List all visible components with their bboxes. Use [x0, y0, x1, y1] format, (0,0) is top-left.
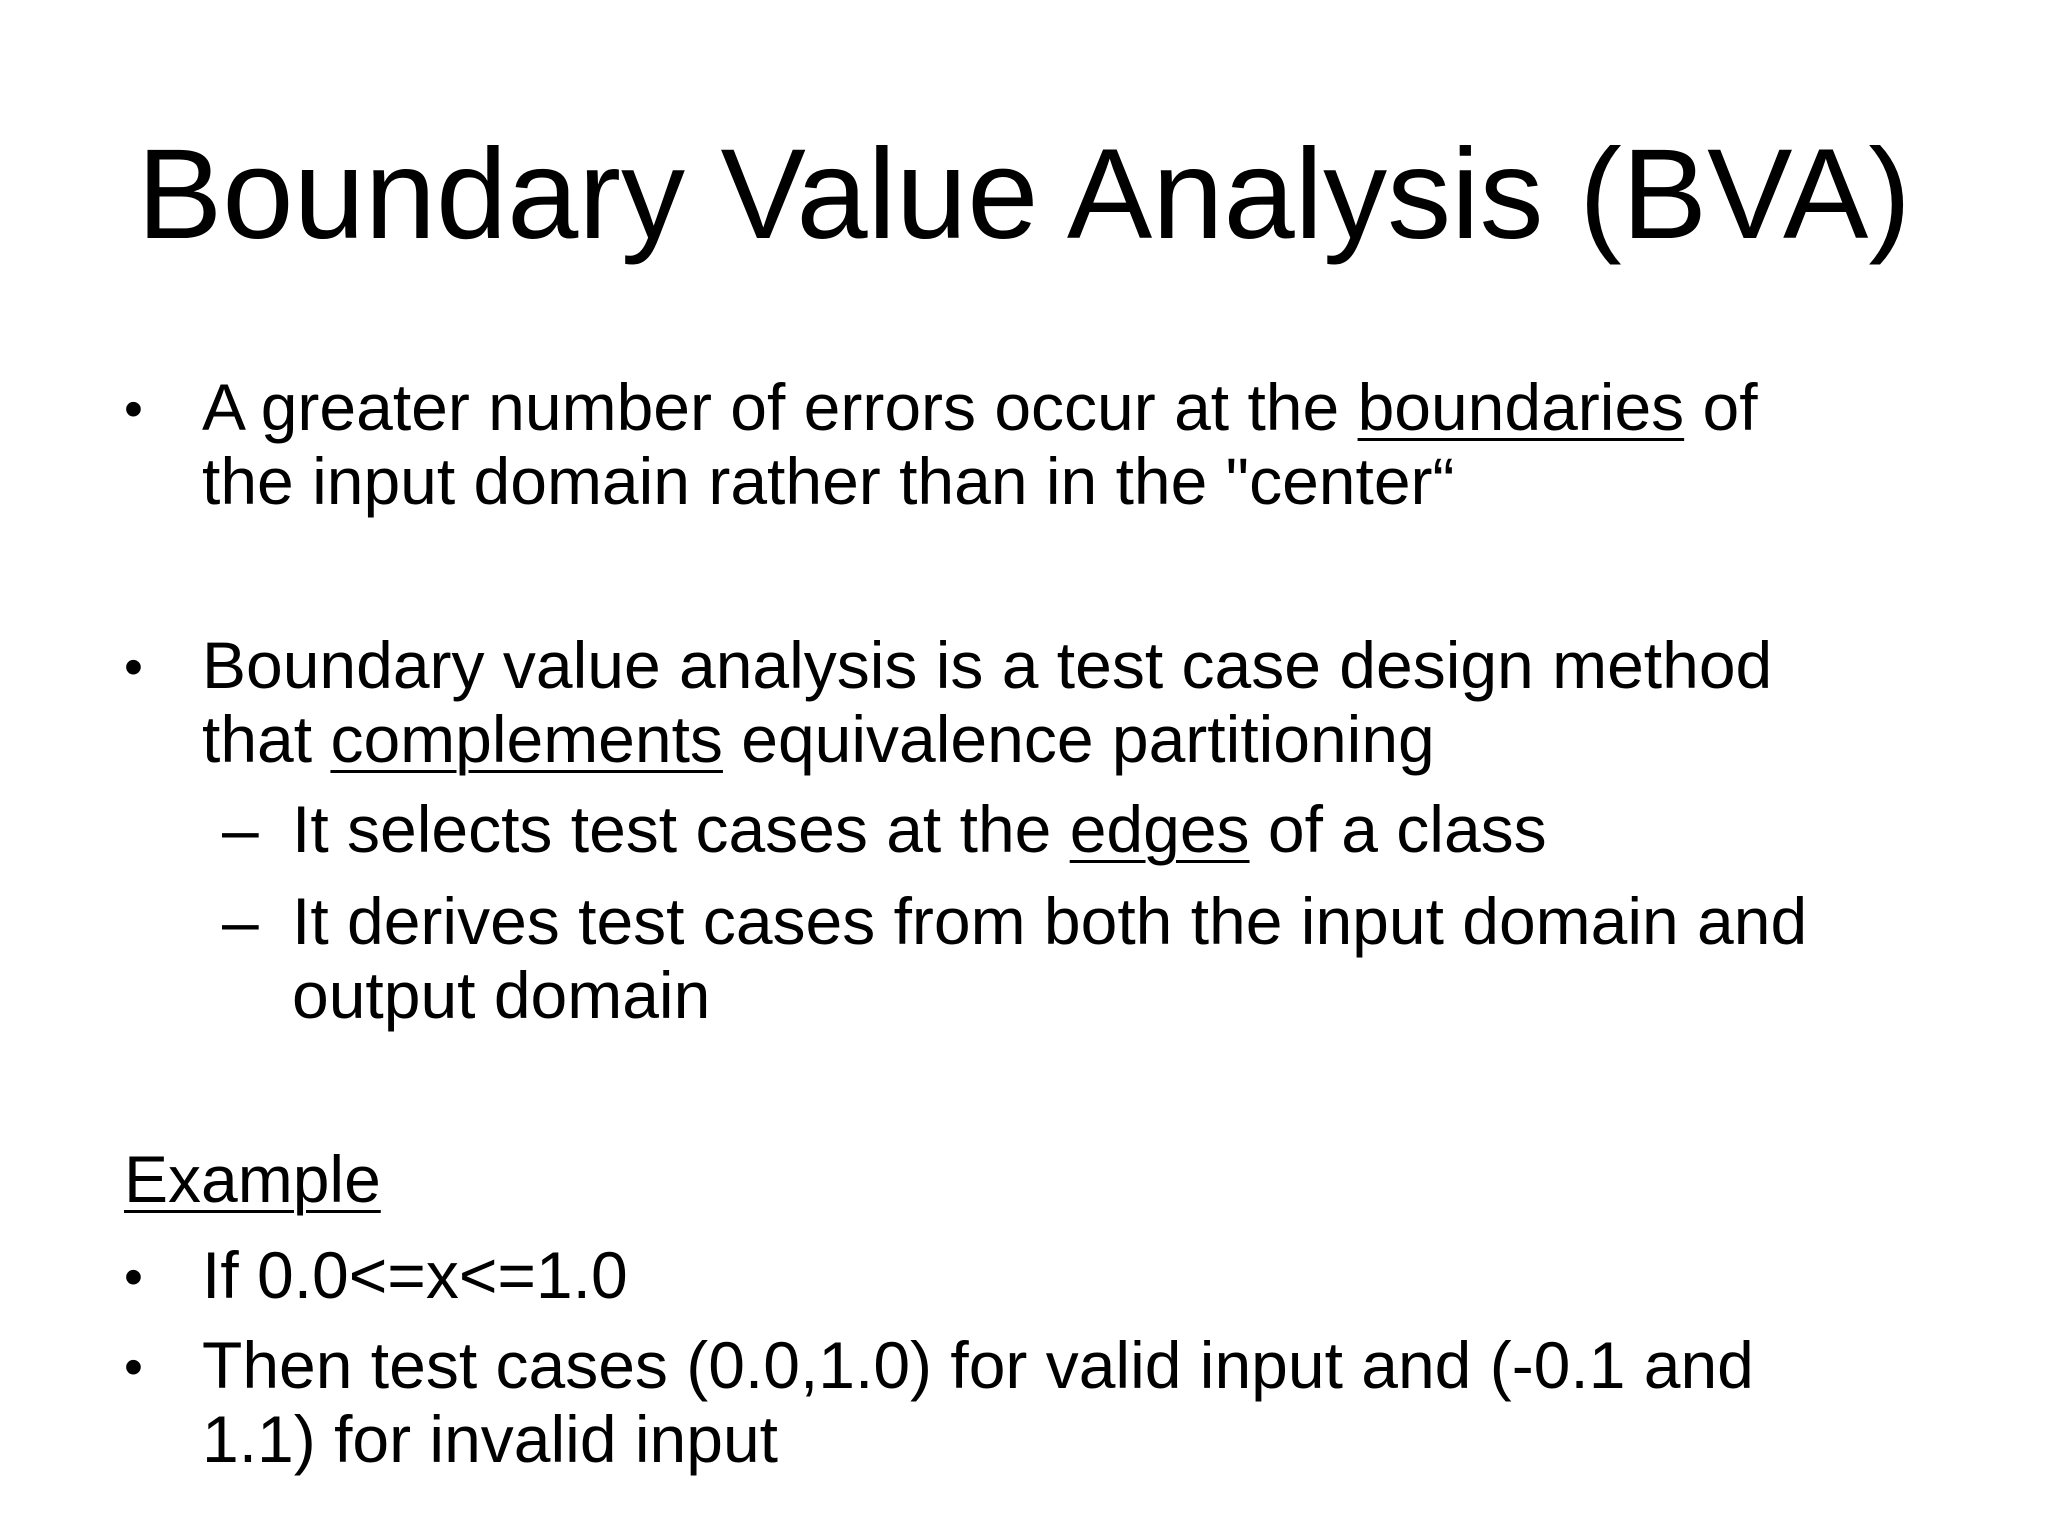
slide-title: Boundary Value Analysis (BVA) [137, 123, 1911, 266]
text-fragment: equivalence partitioning [722, 702, 1435, 776]
underlined-term: complements [330, 702, 723, 776]
text-fragment: of a class [1249, 792, 1547, 866]
bullet-marker: • [124, 1247, 143, 1307]
text-fragment: of [1684, 370, 1758, 444]
dash-marker: – [222, 884, 259, 958]
dash-marker: – [222, 792, 259, 866]
example-text-line: If 0.0<=x<=1.0 [202, 1238, 628, 1312]
sub-bullet-text-line: output domain [292, 958, 711, 1032]
bullet-marker: • [124, 379, 143, 439]
underlined-term: boundaries [1357, 370, 1685, 444]
sub-bullet-text-line [292, 792, 1547, 866]
bullet-text-line: the input domain rather than in the "center“ [202, 444, 1455, 518]
example-text-line: Then test cases (0.0,1.0) for valid input and (-0.1 and [202, 1328, 1754, 1402]
bullet-text-line: Boundary value analysis is a test case design method [202, 628, 1773, 702]
bullet-text-line [202, 370, 1758, 444]
text-fragment: It selects test cases at the [292, 792, 1070, 866]
example-text-line: 1.1) for invalid input [202, 1402, 778, 1476]
bullet-text-line [202, 702, 1435, 776]
bullet-marker: • [124, 1337, 143, 1397]
example-heading [124, 1142, 381, 1216]
bullet-marker: • [124, 637, 143, 697]
underlined-term: edges [1069, 792, 1250, 866]
text-fragment: A greater number of errors occur at the [202, 370, 1358, 444]
text-fragment: that [202, 702, 331, 776]
sub-bullet-text-line: It derives test cases from both the input domain and [292, 884, 1808, 958]
example-heading-text: Example [124, 1142, 381, 1216]
